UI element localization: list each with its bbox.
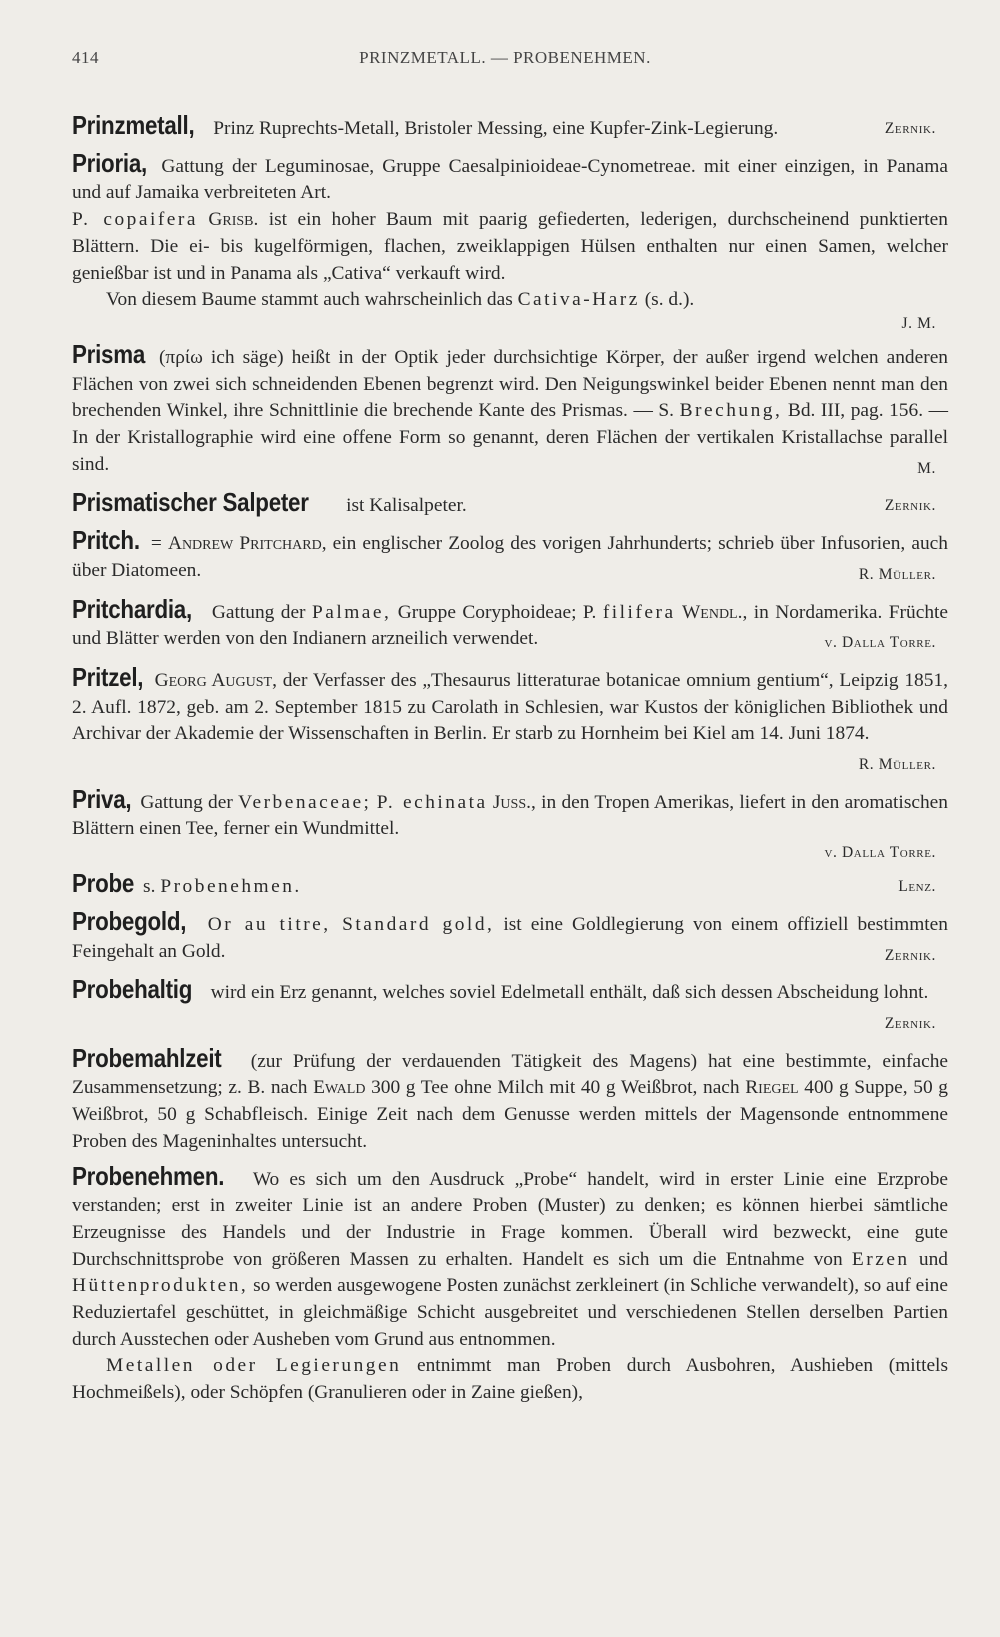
entry-body: =	[150, 533, 162, 555]
entry-prismatischer-salpeter	[72, 489, 948, 520]
entry-body: s.	[143, 876, 156, 898]
person-name: Andrew Pritchard,	[167, 533, 327, 555]
family-name: Verbenaceae;	[238, 791, 372, 813]
entry-body: Von diesem Baume stammt auch wahrscheinlich das	[106, 289, 513, 311]
entry-signature: M.	[917, 459, 936, 477]
entry-signature: J. M.	[901, 314, 936, 332]
entry-signature: Zernik.	[884, 120, 936, 137]
entry-probegold	[72, 905, 948, 969]
entry-body: 400 g Suppe, 50 g Weißbrot, 50 g Schabfleisch. Einige Zeit nach dem Genusse werden mittels der Magensonde entnommene Proben des Mageninhaltes untersucht.	[72, 1077, 948, 1152]
emphasis: Erzen	[851, 1248, 910, 1270]
entry-body: ist Kalisalpeter.	[346, 495, 467, 517]
entry-probenehmen	[72, 1160, 948, 1407]
entry-term: Prinzmetall,	[72, 110, 195, 140]
entry-body: entnimmt man Proben durch Ausbohren, Aushieben (mittels Hochmeißels), oder Schöpfen (Granulieren oder in Zaine gießen),	[72, 1355, 948, 1404]
entry-signature: Zernik.	[884, 497, 936, 515]
author-name: Juss.,	[492, 791, 536, 813]
running-title: PRINZMETALL. — PROBENEHMEN.	[359, 48, 651, 67]
entry-term: Prisma	[72, 338, 146, 369]
cross-reference: Probenehmen.	[160, 876, 302, 898]
entry-term: Pritch.	[72, 525, 140, 556]
species-name: P. echinata	[376, 791, 488, 813]
entry-pritzel	[72, 661, 948, 779]
author-name: Wendl.,	[681, 601, 748, 623]
running-header	[72, 48, 948, 78]
entry-body: (s. d.).	[644, 289, 695, 311]
entry-term: Probehaltig	[72, 974, 193, 1005]
cross-reference: Brechung,	[679, 400, 783, 422]
entry-body: in den Tropen Amerikas, liefert in den aromatischen Blättern einen Tee, ferner ein Wundmittel.	[72, 791, 948, 840]
entry-body: wird ein Erz genannt, welches soviel Edelmetall enthält, daß sich dessen Abscheidung lohnt.	[210, 982, 929, 1004]
entry-body: (zur Prüfung der verdauenden Tätigkeit des Magens) hat eine bestimmte, einfache Zusammensetzung; z. B. nach	[72, 1050, 948, 1099]
entry-body: Wo es sich um den Ausdruck „Probe“ handelt, wird in erster Linie eine Erzprobe verstanden; erst in zweiter Linie ist an andere Proben (Muster) zu denken; es können hierbei sämtliche Erzeugnisse des Handels und der Industrie in Frage kommen. Überall wird bezweckt, eine gute Durchschnittsprobe von größeren Massen zu erhalten. Handelt es sich um die Entnahme von	[72, 1168, 948, 1270]
entry-signature: Zernik.	[884, 946, 936, 964]
entry-term: Probemahlzeit	[72, 1042, 222, 1073]
entry-term: Probenehmen.	[72, 1160, 225, 1191]
entry-term: Priva,	[72, 783, 132, 814]
family-name: Palmae,	[311, 601, 392, 623]
species-name: P. copaifera	[72, 209, 198, 231]
entry-body: Gattung der	[140, 791, 233, 813]
entry-pritch	[72, 527, 948, 588]
entry-term: Probe	[72, 868, 135, 899]
entry-priva	[72, 783, 948, 863]
entry-body: Bd. III, pag. 156. — In der Kristallographie wird eine offene Form so genannt, deren Flächen der vertikalen Kristallachse parallel sind.	[72, 400, 948, 475]
person-name: Ewald	[313, 1077, 366, 1099]
entry-body: Prinz Ruprechts-Metall, Bristoler Messing, eine Kupfer-Zink-Legierung.	[213, 118, 779, 139]
person-name: Georg August,	[154, 669, 277, 691]
synonyms: Or au titre, Standard gold,	[207, 913, 495, 935]
entry-signature: v. Dalla Torre.	[824, 634, 936, 652]
species-name: filifera	[602, 601, 676, 623]
entry-term: Prioria,	[72, 147, 147, 178]
entry-signature: Lenz.	[898, 878, 936, 896]
entry-body: Gattung der Leguminosae, Gruppe Caesalpinioideae-Cynometreae. mit einer einzigen, in Panama und auf Jamaika verbreiteten Art.	[72, 155, 948, 204]
entry-body: ein englischer Zoolog des vorigen Jahrhunderts; schrieb über Infusorien, auch über Diatomeen.	[72, 533, 948, 581]
entry-term: Pritzel,	[72, 661, 144, 692]
entry-probehaltig	[72, 976, 948, 1037]
entry-body: 300 g Tee ohne Milch mit 40 g Weißbrot, nach	[371, 1077, 740, 1099]
entry-prisma	[72, 338, 948, 483]
entry-signature: R. Müller.	[858, 756, 936, 774]
entry-body: und	[918, 1248, 948, 1270]
emphasis: Hüttenprodukten,	[72, 1275, 249, 1297]
entry-signature: v. Dalla Torre.	[824, 844, 936, 862]
entry-body: in Nordamerika. Früchte und Blätter werden von den Indianern arzneilich verwendet.	[72, 601, 949, 650]
entry-probemahlzeit	[72, 1042, 948, 1156]
entry-body: Gruppe Coryphoideae; P.	[397, 601, 597, 623]
entry-term: Prismatischer Salpeter	[72, 487, 309, 518]
entry-signature: R. Müller.	[858, 565, 936, 583]
entry-body: Gattung der	[211, 601, 306, 623]
entry-body: ist eine Goldlegierung von einem offiziell bestimmten Feingehalt an Gold.	[72, 913, 948, 962]
entry-prioria	[72, 147, 948, 334]
entry-pritchardia	[72, 593, 949, 657]
entry-body: der Verfasser des „Thesaurus litteraturae botanicae omnium gentium“, Leipzig 1851, 2. Aufl. 1872, geb. am 2. September 1815 zu Carolath in Schlesien, war Kustos der königlichen Bibliothek und Archivar der Akademie der Wissenschaften in Berlin. Er starb zu Hornheim bei Kiel am 14. Juni 1874.	[72, 669, 948, 745]
entry-prinzmetall	[72, 112, 948, 143]
entry-signature: Zernik.	[884, 1014, 936, 1032]
entry-term: Probegold,	[72, 905, 187, 936]
entry-body: (πρίω ich säge) heißt in der Optik jeder durchsichtige Körper, der außer irgend welchen anderen Flächen von zwei sich schneidenden Ebenen begrenzt wird. Den Neigungswinkel beider Ebenen nennt man den brechenden Winkel, ihre Schnittlinie die brechende Kante des Prismas. — S.	[72, 346, 948, 422]
entry-body: ist ein hoher Baum mit paarig gefiederten, lederigen, durchscheinend punktierten Blättern. Die ei- bis kugelförmigen, flachen, zweiklappigen Hülsen enthalten nur einen Samen, welcher genießbar ist und in Panama als „Cativa“ verkauft wird.	[72, 209, 948, 284]
cross-reference: Cativa-Harz	[517, 289, 640, 311]
entry-body: so werden ausgewogene Posten zunächst zerkleinert (in Schliche verwandelt), so auf eine Reduziertafel geschüttet, in gleichmäßige Schicht ausgebreitet und verschiedenen Stellen derselben Partien durch Ausstechen oder Ausheben vom Grund aus entnommen.	[72, 1275, 948, 1350]
person-name: Riegel	[745, 1077, 799, 1099]
emphasis: Metallen oder Legierungen	[106, 1355, 402, 1377]
page-number: 414	[72, 48, 99, 67]
author-name: Grisb.	[208, 209, 259, 231]
entry-term: Pritchardia,	[72, 593, 192, 624]
entry-probe	[72, 870, 948, 901]
